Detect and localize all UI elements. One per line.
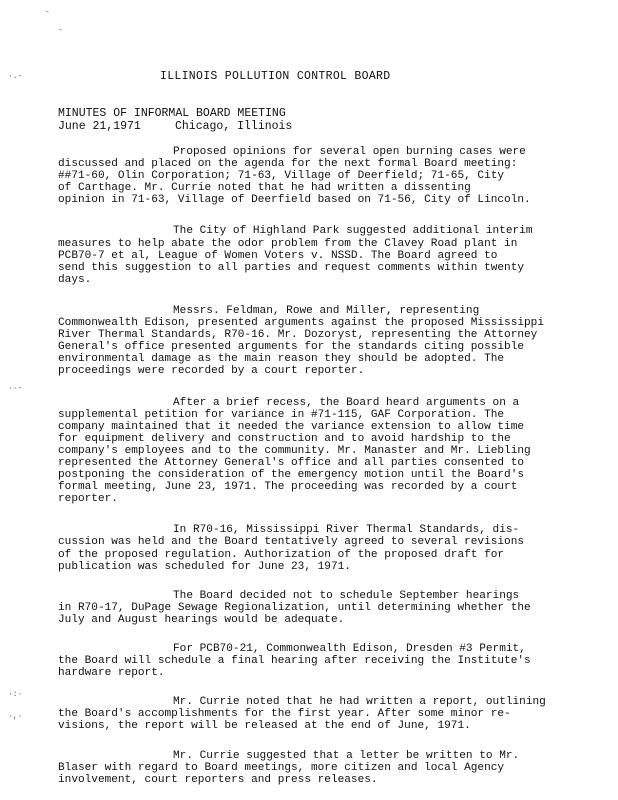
paragraph-line: of Carthage. Mr. Currie noted that he had written a dissenting	[58, 182, 471, 195]
paragraph-line: reporter.	[58, 493, 118, 506]
paragraph-line: Proposed opinions for several open burning cases were	[173, 146, 526, 158]
paragraph-line: For PCB70-21, Commonwealth Edison, Dresden #3 Permit,	[173, 643, 526, 655]
scan-speck: ·,·	[8, 712, 23, 721]
paragraph-line: opinion in 71-63, Village of Deerfield based on 71-56, City of Lincoln.	[58, 194, 531, 207]
meeting-date: June 21,1971	[58, 120, 141, 133]
paragraph-annual-report	[58, 696, 578, 732]
paragraph-line: the Board's accomplishments for the first year. After some minor re-	[58, 708, 511, 721]
scan-speck: -	[58, 26, 63, 35]
paragraph-line: General's office presented arguments for the standards citing possible	[58, 341, 525, 354]
paragraph-line: in R70-17, DuPage Sewage Regionalization, until determining whether the	[58, 601, 531, 614]
paragraph-line: involvement, court reporters and press releases.	[58, 773, 378, 786]
scan-speck: ·.-	[8, 72, 23, 81]
board-title: ILLINOIS POLLUTION CONTROL BOARD	[160, 70, 391, 83]
paragraph-line: In R70-16, Mississippi River Thermal Standards, dis-	[173, 524, 520, 537]
paragraph-line: company maintained that it needed the variance extension to allow time	[58, 420, 525, 433]
paragraph-dupage-hearings	[58, 590, 578, 626]
minutes-heading	[58, 107, 358, 133]
paragraph-open-burning	[58, 146, 578, 206]
scan-speck: ·:·	[8, 690, 23, 699]
paragraph-gaf-corporation	[58, 397, 578, 506]
paragraph-line: environmental damage as the main reason they should be adopted. The	[58, 353, 505, 366]
paragraph-line: of the proposed regulation. Authorization of the proposed draft for	[58, 548, 505, 561]
paragraph-line: the Board will schedule a final hearing after receiving the Institute's	[58, 655, 531, 668]
paragraph-line: PCB70-7 et al, League of Women Voters v. NSSD. The Board agreed to	[58, 249, 498, 262]
paragraph-line: supplemental petition for variance in #71-115, GAF Corporation. The	[58, 408, 505, 421]
meeting-location: Chicago, Illinois	[175, 120, 293, 133]
paragraph-line: After a brief recess, the Board heard arguments on a	[173, 396, 520, 409]
paragraph-line: July and August hearings would be adequate.	[58, 613, 345, 626]
paragraph-line: hardware report.	[58, 667, 165, 680]
paragraph-commonwealth-edison	[58, 305, 578, 378]
paragraph-line: publication was scheduled for June 23, 1971.	[58, 560, 351, 573]
paragraph-line: River Thermal Standards, R70-16. Mr. Dozoryst, representing the Attorney	[58, 329, 538, 342]
paragraph-line: proceedings were recorded by a court reporter.	[58, 365, 365, 378]
paragraph-line: The City of Highland Park suggested additional interim	[173, 225, 533, 238]
scan-speck: ··-	[8, 384, 23, 393]
paragraph-line: formal meeting, June 23, 1971. The proceeding was recorded by a court	[58, 481, 518, 494]
paragraph-line: postponing the consideration of the emergency motion until the Board's	[58, 469, 525, 482]
paragraph-letter-to-blaser	[58, 750, 578, 786]
scan-speck: -	[45, 8, 50, 17]
paragraph-line: ##71-60, Olin Corporation; 71-63, Village of Deerfield; 71-65, City	[58, 170, 505, 183]
paragraph-line: days.	[58, 273, 92, 286]
paragraph-line: The Board decided not to schedule September hearings	[173, 589, 520, 602]
paragraph-dresden-permit	[58, 643, 578, 679]
paragraph-line: measures to help abate the odor problem from the Clavey Road plant in	[58, 237, 518, 250]
paragraph-line: company's employees and to the community. Mr. Manaster and Mr. Liebling	[58, 444, 531, 457]
minutes-title: MINUTES OF INFORMAL BOARD MEETING	[58, 107, 286, 120]
paragraph-line: Blaser with regard to Board meetings, more citizen and local Agency	[58, 761, 505, 774]
paragraph-line: Messrs. Feldman, Rowe and Miller, representing	[173, 304, 480, 317]
paragraph-line: represented the Attorney General's office and all parties consented to	[58, 456, 525, 469]
paragraph-line: visions, the report will be released at the end of June, 1971.	[58, 720, 471, 733]
minutes-body	[58, 146, 578, 786]
paragraph-line: cussion was held and the Board tentatively agreed to several revisions	[58, 536, 525, 549]
paragraph-highland-park	[58, 225, 578, 285]
paragraph-thermal-standards	[58, 524, 578, 572]
paragraph-line: Commonwealth Edison, presented arguments against the proposed Mississippi	[58, 317, 544, 330]
paragraph-line: discussed and placed on the agenda for the next formal Board meeting:	[58, 158, 518, 171]
paragraph-line: Mr. Currie suggested that a letter be written to Mr.	[173, 749, 520, 762]
paragraph-line: for equipment delivery and construction and to avoid hardship to the	[58, 432, 511, 445]
paragraph-line: Mr. Currie noted that he had written a report, outlining	[173, 696, 546, 709]
paragraph-line: send this suggestion to all parties and request comments within twenty	[58, 261, 525, 274]
meeting-date-row	[58, 120, 358, 133]
